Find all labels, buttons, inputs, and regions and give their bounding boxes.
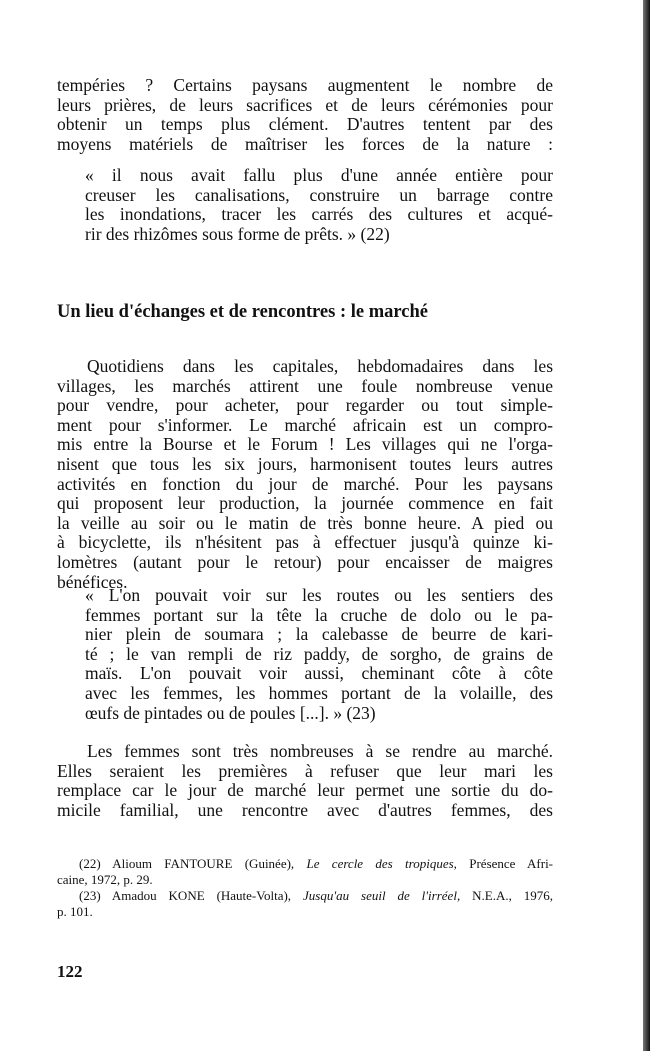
text-line: creuser les canalisations, construire un barrage contre [85, 184, 553, 205]
text-line: nier plein de soumara ; la calebasse de beurre de kari- [85, 624, 553, 645]
text-line: Quotidiens dans les capitales, hebdomadaires dans les [87, 356, 553, 376]
footnote-title: Jusqu'au seuil de l'irréel, [302, 888, 461, 903]
text-line: moyens matériels de maîtriser les forces de la nature : [57, 133, 553, 154]
text-line: lomètres (autant pour le retour) pour encaisser de maigres [57, 551, 553, 572]
paragraph-3 [57, 742, 553, 820]
footnote-22-cont: caine, 1972, p. 29. [57, 872, 153, 887]
footnote-title: Le cercle des tropiques, [306, 856, 457, 871]
text-line: femmes portant sur la tête la cruche de dolo ou le pa- [85, 604, 553, 625]
text-line: Elles seraient les premières à refuser que leur mari les [57, 760, 553, 781]
text-line: micile familial, une rencontre avec d'autres femmes, des [57, 799, 553, 820]
text-line: « il nous avait fallu plus d'une année entière pour [85, 165, 553, 185]
text-line: la veille au soir ou le matin de très bonne heure. A pied ou [57, 512, 553, 533]
text-line: les inondations, tracer les carrés des cultures et acqué- [85, 204, 553, 225]
quote-1 [85, 166, 553, 244]
text-line: à bicyclette, ils n'hésitent pas à effectuer jusqu'à quinze ki- [57, 532, 553, 553]
quote-2 [85, 586, 553, 723]
text-line: villages, les marchés attirent une foule nombreuse venue [57, 375, 553, 396]
text-line: activités en fonction du jour de marché. Pour les paysans [57, 473, 553, 494]
text-line: Les femmes sont très nombreuses à se rendre au marché. [87, 741, 553, 761]
text-line: tempéries ? Certains paysans augmentent le nombre de [57, 75, 553, 95]
footnote-23-cont: p. 101. [57, 904, 93, 919]
text-line: rir des rhizômes sous forme de prêts. » (22) [85, 223, 390, 244]
text-line: pour vendre, pour acheter, pour regarder ou tout simple- [57, 395, 553, 416]
footnote-text: Présence Afri- [469, 856, 554, 871]
footnote-text: N.E.A., 1976, [472, 888, 554, 903]
text-line: nisent que tous les six jours, harmonisent toutes leurs autres [57, 453, 553, 474]
text-line: avec les femmes, les hommes portant de la volaille, des [85, 682, 553, 703]
footnotes [57, 856, 553, 920]
footnote-23 [57, 888, 553, 904]
text-line: mis entre la Bourse et le Forum ! Les villages qui ne l'orga- [57, 434, 553, 455]
footnote-text: (22) Alioum FANTOURE (Guinée), [79, 856, 295, 871]
section-heading: Un lieu d'échanges et de rencontres : le marché [57, 302, 428, 322]
text-line: « L'on pouvait voir sur les routes ou les sentiers des [85, 585, 553, 605]
text-line: leurs prières, de leurs sacrifices et de leurs cérémonies pour [57, 94, 553, 115]
scan-edge [643, 0, 650, 1051]
text-line: ment pour s'informer. Le marché africain est un compro- [57, 414, 553, 435]
footnote-text: (23) Amadou KONE (Haute-Volta), [79, 888, 292, 903]
text-line: maïs. L'on pouvait voir aussi, cheminant côte à côte [85, 663, 553, 684]
text-line: remplace car le jour de marché leur permet une sortie du do- [57, 780, 553, 801]
text-line: bénéfices. [57, 571, 128, 592]
text-line: qui proposent leur production, la journée commence en fait [57, 493, 553, 514]
paragraph-2 [57, 357, 553, 592]
text-line: obtenir un temps plus clément. D'autres tentent par des [57, 114, 553, 135]
page-number: 122 [57, 962, 83, 981]
footnote-22 [57, 856, 553, 872]
text-line: œufs de pintades ou de poules [...]. » (23) [85, 702, 376, 723]
paragraph-1 [57, 76, 553, 154]
text-line: té ; le van rempli de riz paddy, de sorgho, de grains de [85, 643, 553, 664]
